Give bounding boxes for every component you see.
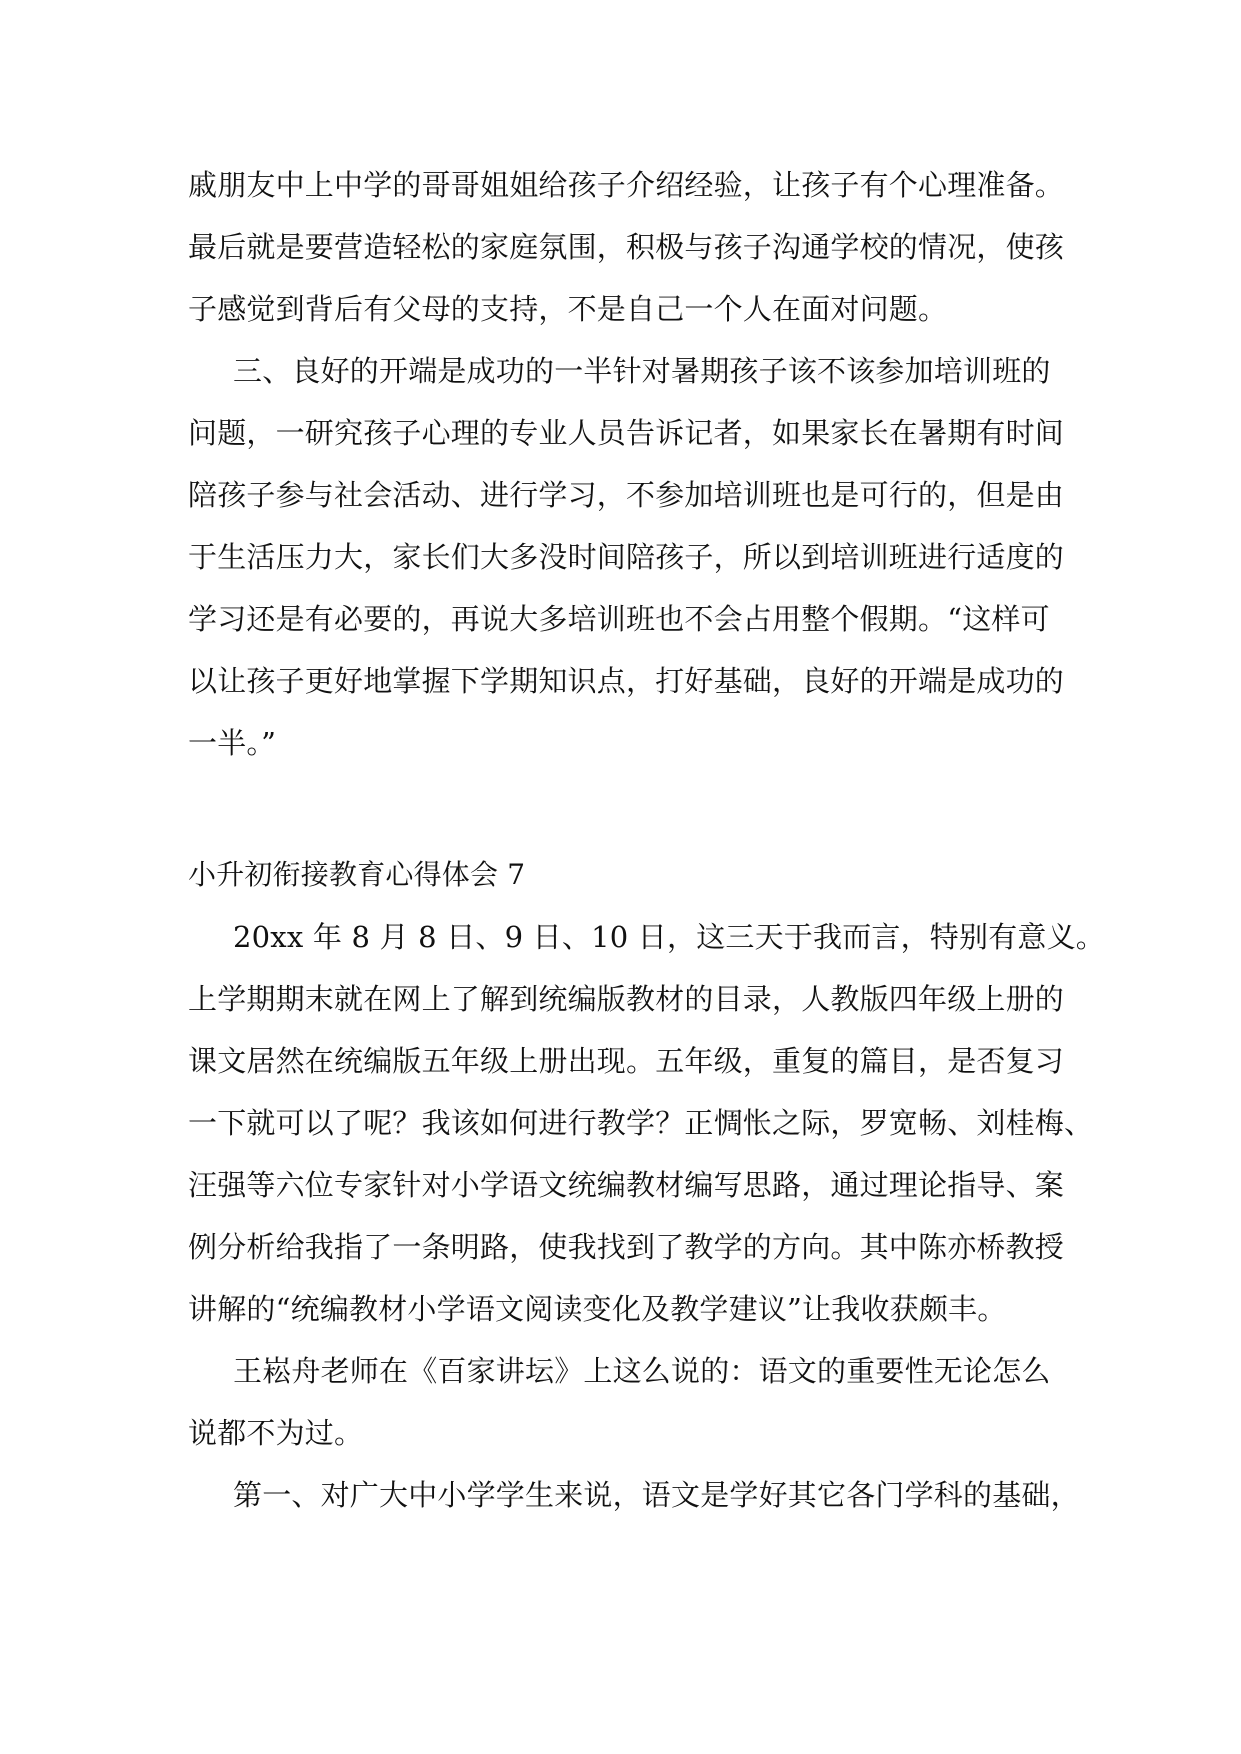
body-line: 以让孩子更好地掌握下学期知识点，打好基础，良好的开端是成功的 [188,664,1065,698]
body-line: 课文居然在统编版五年级上册出现。五年级，重复的篇目，是否复习 [188,1044,1065,1078]
body-line: 戚朋友中上中学的哥哥姐姐给孩子介绍经验，让孩子有个心理准备。 [188,168,1065,202]
paragraph-first-line: 三、良好的开端是成功的一半针对暑期孩子该不该参加培训班的 [233,354,1051,388]
body-line: 讲解的“统编教材小学语文阅读变化及教学建议”让我收获颇丰。 [188,1292,1007,1326]
body-line: 一下就可以了呢？我该如何进行教学？正惆怅之际，罗宽畅、刘桂梅、 [188,1106,1094,1140]
body-line: 问题，一研究孩子心理的专业人员告诉记者，如果家长在暑期有时间 [188,416,1065,450]
section-heading: 小升初衔接教育心得体会 7 [188,858,526,891]
paragraph-first-line: 20xx 年 8 月 8 日、9 日、10 日，这三天于我而言，特别有意义。 [233,920,1105,954]
body-line: 汪强等六位专家针对小学语文统编教材编写思路，通过理论指导、案 [188,1168,1065,1202]
body-line: 例分析给我指了一条明路，使我找到了教学的方向。其中陈亦桥教授 [188,1230,1065,1264]
body-line: 说都不为过。 [188,1416,364,1450]
body-line: 最后就是要营造轻松的家庭氛围，积极与孩子沟通学校的情况，使孩 [188,230,1065,264]
paragraph-first-line: 第一、对广大中小学学生来说，语文是学好其它各门学科的基础， [233,1478,1080,1512]
body-line: 学习还是有必要的，再说大多培训班也不会占用整个假期。“这样可 [188,602,1050,636]
body-line: 上学期期末就在网上了解到统编版教材的目录，人教版四年级上册的 [188,982,1065,1016]
body-line: 子感觉到背后有父母的支持，不是自己一个人在面对问题。 [188,292,948,326]
body-line: 一半。” [188,726,277,760]
body-line: 陪孩子参与社会活动、进行学习，不参加培训班也是可行的，但是由 [188,478,1065,512]
body-line: 于生活压力大，家长们大多没时间陪孩子，所以到培训班进行适度的 [188,540,1065,574]
paragraph-first-line: 王崧舟老师在《百家讲坛》上这么说的：语文的重要性无论怎么 [233,1354,1051,1388]
